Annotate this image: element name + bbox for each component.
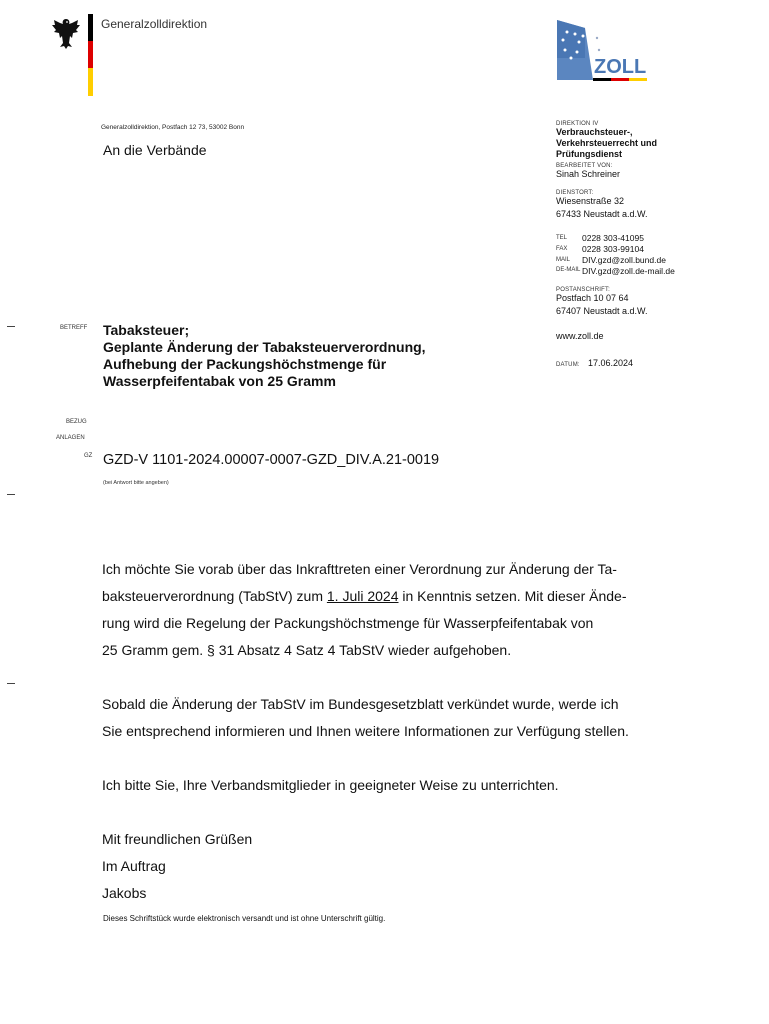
department-line-3: Prüfungsdienst	[556, 149, 623, 159]
department-line-1: Verbrauchsteuer-,	[556, 127, 633, 137]
effective-date: 1. Juli 2024	[326, 588, 399, 604]
post-line-2: 67407 Neustadt a.d.W.	[556, 306, 648, 316]
reference-note: (bei Antwort bitte angeben)	[103, 480, 169, 486]
text-segment: baksteuerverordnung (TabStV) zum	[102, 588, 327, 604]
paragraph-1-line-4: 25 Gramm gem. § 31 Absatz 4 Satz 4 TabStV wieder aufgehoben.	[102, 642, 512, 658]
recipient: An die Verbände	[103, 142, 207, 158]
demail-row	[556, 266, 675, 277]
fold-mark	[7, 326, 15, 327]
fold-mark	[7, 683, 15, 684]
demail-value[interactable]: DIV.gzd@zoll.de-mail.de	[582, 266, 675, 276]
punch-mark	[7, 494, 15, 495]
subject-line-2: Geplante Änderung der Tabaksteuerverordnung,	[103, 339, 426, 355]
postanschrift-label: POSTANSCHRIFT:	[556, 287, 611, 293]
paragraph-2-line-2: Sie entsprechend informieren und Ihnen weitere Informationen zur Verfügung stellen.	[102, 723, 629, 739]
zoll-emblem-icon	[555, 18, 655, 88]
im-auftrag: Im Auftrag	[102, 858, 166, 874]
paragraph-3-line-1: Ich bitte Sie, Ihre Verbandsmitglieder in geeigneter Weise zu unterrichten.	[102, 777, 559, 793]
paragraph-3	[102, 772, 702, 799]
paragraph-1-line-3: rung wird die Regelung der Packungshöchstmenge für Wasserpfeifentabak von	[102, 615, 594, 631]
text-segment: in Kenntnis setzen. Mit dieser Ände-	[398, 588, 627, 604]
paragraph-2-line-1: Sobald die Änderung der TabStV im Bundesgesetzblatt verkündet wurde, werde ich	[102, 696, 619, 712]
federal-eagle-icon	[50, 16, 82, 50]
date-row	[556, 358, 675, 369]
bezug-label: BEZUG	[66, 419, 87, 425]
dienstort-line-2: 67433 Neustadt a.d.W.	[556, 209, 648, 219]
tel-value: 0228 303-41095	[582, 233, 644, 243]
bearbeitet-value: Sinah Schreiner	[556, 169, 621, 179]
mail-label: MAIL	[556, 257, 571, 263]
zoll-logo	[555, 18, 655, 88]
mail-value[interactable]: DIV.gzd@zoll.bund.de	[582, 255, 666, 265]
direktion-label: DIREKTION IV	[556, 121, 599, 127]
tel-row	[556, 233, 675, 244]
mail-row	[556, 255, 675, 266]
gz-label: GZ	[84, 453, 93, 459]
tel-label: TEL	[556, 235, 568, 241]
subject-line-1: Tabaksteuer;	[103, 322, 190, 338]
bearbeitet-label: BEARBEITET VON:	[556, 163, 613, 169]
betreff-label: BETREFF	[60, 325, 88, 331]
return-address: Generalzolldirektion, Postfach 12 73, 53002 Bonn	[101, 124, 245, 131]
closing	[102, 826, 702, 907]
demail-label: DE-MAIL	[556, 267, 581, 273]
website[interactable]: www.zoll.de	[556, 331, 604, 341]
dienstort-label: DIENSTORT:	[556, 190, 594, 196]
paragraph-1-line-2	[102, 583, 702, 610]
reference-number: GZD-V 1101-2024.00007-0007-GZD_DIV.A.21-0019	[103, 452, 440, 468]
datum-label: DATUM:	[556, 362, 580, 368]
paragraph-2	[102, 691, 702, 745]
fax-value: 0228 303-99104	[582, 244, 644, 254]
electronic-note: Dieses Schriftstück wurde elektronisch versandt und ist ohne Unterschrift gültig.	[103, 914, 386, 923]
fax-label: FAX	[556, 246, 568, 252]
subject	[103, 322, 426, 390]
greeting: Mit freundlichen Grüßen	[102, 831, 253, 847]
post-line-1: Postfach 10 07 64	[556, 293, 629, 303]
fax-row	[556, 244, 675, 255]
info-column	[556, 121, 675, 369]
german-flag-stripe	[88, 14, 93, 96]
signer-name: Jakobs	[102, 885, 147, 901]
department-line-2: Verkehrsteuerrecht und	[556, 138, 658, 148]
sender-name: Generalzolldirektion	[101, 17, 208, 31]
paragraph-1	[102, 556, 702, 664]
paragraph-1-line-1: Ich möchte Sie vorab über das Inkrafttreten einer Verordnung zur Änderung der Ta-	[102, 561, 617, 577]
datum-value: 17.06.2024	[588, 358, 634, 368]
zoll-logo-text: ZOLL	[594, 56, 647, 78]
anlagen-label: ANLAGEN	[56, 435, 85, 441]
dienstort-line-1: Wiesenstraße 32	[556, 196, 625, 206]
subject-line-3: Aufhebung der Packungshöchstmenge für	[103, 356, 387, 372]
subject-line-4: Wasserpfeifentabak von 25 Gramm	[103, 373, 336, 389]
